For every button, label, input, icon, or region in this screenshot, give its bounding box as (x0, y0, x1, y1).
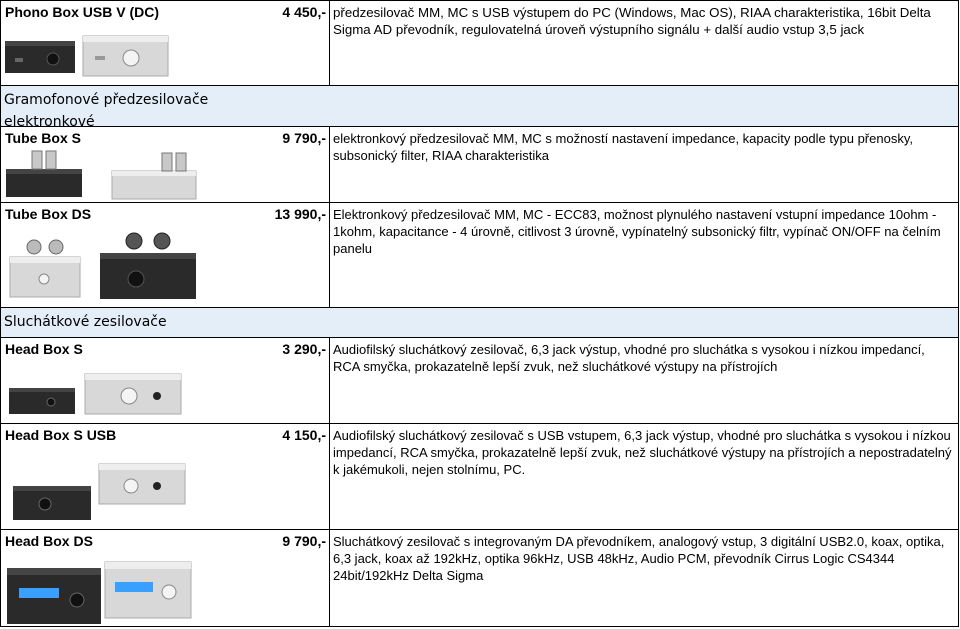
price: 4 150,- (282, 427, 326, 443)
product-photo (5, 554, 195, 626)
product-row-tube-box-s (0, 127, 959, 202)
product-photo (11, 446, 191, 524)
product-name-cell (0, 203, 265, 307)
product-photo (4, 145, 204, 203)
product-name: Phono Box USB V (DC) (5, 4, 159, 20)
description: Audiofilský sluchátkový zesilovač, 6,3 jack výstup, vhodné pro sluchátka s vysokou i nízkou impedancí, RCA smyčka, prokazatelně lepší zvuk, než sluchátkové výstupy na přístrojích (333, 342, 925, 374)
price: 13 990,- (274, 206, 326, 222)
section-title: Gramofonové předzesilovače elektronkové (4, 92, 209, 130)
description-cell (329, 338, 959, 423)
price-cell (265, 338, 329, 423)
product-name-cell (0, 127, 265, 202)
description-cell (329, 127, 959, 202)
section-header-headphone (0, 307, 959, 338)
price-cell (265, 530, 329, 626)
section-title: Sluchátkové zesilovače (4, 314, 167, 330)
price: 3 290,- (282, 341, 326, 357)
price: 4 450,- (282, 4, 326, 20)
product-name: Head Box S USB (5, 427, 117, 443)
product-name-cell (0, 530, 265, 626)
product-name: Head Box DS (5, 533, 93, 549)
product-row-head-box-s-usb (0, 423, 959, 529)
product-row-head-box-s (0, 338, 959, 423)
price-cell (265, 127, 329, 202)
product-photo (7, 368, 187, 418)
product-name: Head Box S (5, 341, 83, 357)
product-name: Tube Box DS (5, 206, 92, 222)
description: předzesilovač MM, MC s USB výstupem do PC (Windows, Mac OS), RIAA charakteristika, 16bit Delta Sigma AD převodník, regulovatelná úroveň výstupního signálu + další audio vstup 3,5 jack (333, 5, 931, 37)
product-name-cell (0, 338, 265, 423)
product-name-cell (0, 424, 265, 529)
price-cell (265, 203, 329, 307)
price-cell (265, 1, 329, 85)
description-cell (329, 530, 959, 626)
product-row-phono-box-usb (0, 0, 959, 85)
product-photo (4, 223, 204, 305)
description: Elektronkový předzesilovač MM, MC - ECC83, možnost plynulého nastavení vstupní impedance 10ohm - 1kohm, kapacitance - 4 úrovně, citlivost 3 úrovně, vypínatelný subsonický filtr, vypínač ON/OFF na čelním panelu (333, 207, 941, 256)
product-name: Tube Box S (5, 130, 81, 146)
product-row-tube-box-ds (0, 202, 959, 307)
section-header-phono (0, 85, 959, 130)
description: Sluchátkový zesilovač s integrovaným DA převodníkem, analogový vstup, 3 digitální USB2.0, koax, optika, 6,3 jack, koax až 192kHz, optika 96kHz, USB 48kHz, Audio PCM, převodník Cirrus Logic CS4344 24bit/192kHz Delta Sigma (333, 534, 945, 583)
description: Audiofilský sluchátkový zesilovač s USB vstupem, 6,3 jack výstup, vhodné pro sluchátka s vysokou i nízkou impedancí, RCA smyčka, prokazatelně lepší zvuk, než sluchátkové výstupy na přístrojích a nepostradatelný k jakémukoli, nejen stolnímu, PC. (333, 428, 952, 477)
product-photo (3, 31, 173, 81)
product-name-cell (0, 1, 265, 85)
description-cell (329, 1, 959, 85)
description-cell (329, 203, 959, 307)
price: 9 790,- (282, 533, 326, 549)
price-cell (265, 424, 329, 529)
description-cell (329, 424, 959, 529)
price: 9 790,- (282, 130, 326, 146)
description: elektronkový předzesilovač MM, MC s možností nastavení impedance, kapacity podle typu přenosky, subsonický filter, RIAA charakteristika (333, 131, 913, 163)
product-row-head-box-ds (0, 529, 959, 627)
